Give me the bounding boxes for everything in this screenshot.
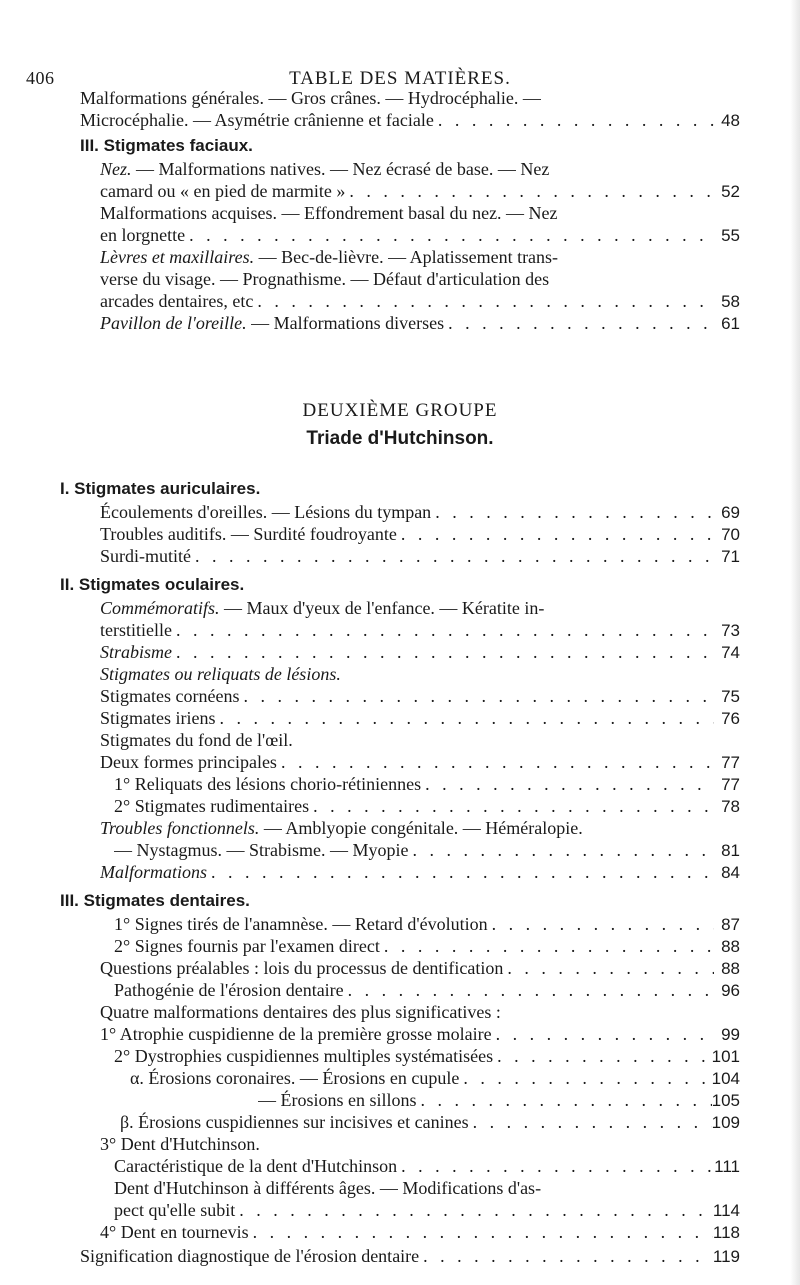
toc-entry: pect qu'elle subit . . . 114 <box>114 1199 740 1222</box>
toc-line: Malformations générales. — Gros crânes. — Hydrocéphalie. — <box>80 88 541 108</box>
toc-entry: Stigmates cornéens . . . 75 <box>100 685 740 708</box>
toc-line: Troubles fonctionnels. — Amblyopie congénitale. — Héméralopie. <box>100 818 583 838</box>
toc-entry: 4° Dent en tournevis . . . 118 <box>100 1221 740 1244</box>
toc-entry: Stigmates iriens . . . 76 <box>100 707 740 730</box>
toc-line: Nez. — Malformations natives. — Nez écrasé de base. — Nez <box>100 159 550 179</box>
toc-entry-text: Microcéphalie. — Asymétrie crânienne et faciale <box>80 110 434 130</box>
toc-line: Commémoratifs. — Maux d'yeux de l'enfance. — Kératite in- <box>100 598 545 618</box>
toc-entry: en lorgnette . . . 55 <box>100 224 740 247</box>
toc-entry: Strabisme . . . 74 <box>100 641 740 664</box>
toc-entry: 1° Reliquats des lésions chorio-rétiniennes . . . 77 <box>114 773 740 796</box>
toc-entry: Écoulements d'oreilles. — Lésions du tympan . . . 69 <box>100 501 740 524</box>
toc-entry: Caractéristique de la dent d'Hutchinson . . . 111 <box>114 1155 740 1178</box>
toc-entry: Deux formes principales . . . 77 <box>100 751 740 774</box>
toc-entry: Questions préalables : lois du processus de dentification . . . 88 <box>100 957 740 980</box>
group-title: DEUXIÈME GROUPE <box>302 400 498 421</box>
toc-line: Stigmates du fond de l'œil. <box>100 730 293 750</box>
toc-entry <box>80 109 740 132</box>
toc-entry: Surdi-mutité . . . 71 <box>100 545 740 568</box>
toc-page-number: 48 <box>721 111 740 130</box>
toc-line: 3° Dent d'Hutchinson. <box>100 1134 260 1154</box>
toc-line: Dent d'Hutchinson à différents âges. — Modifications d'as- <box>114 1178 542 1198</box>
toc-line: Quatre malformations dentaires des plus significatives : <box>100 1002 501 1022</box>
toc-entry: Malformations . . . 84 <box>100 861 740 884</box>
toc-entry: — Érosions en sillons . . . 105 <box>258 1089 740 1112</box>
toc-entry: 1° Atrophie cuspidienne de la première grosse molaire . . . 99 <box>100 1023 740 1046</box>
toc-line: verse du visage. — Prognathisme. — Défaut d'articulation des <box>100 269 550 289</box>
section-heading-auriculaires: I. Stigmates auriculaires. <box>60 479 261 498</box>
toc-entry: 2° Dystrophies cuspidiennes multiples systématisées . . . 101 <box>114 1045 740 1068</box>
toc-entry: α. Érosions coronaires. — Érosions en cupule . . . 104 <box>130 1067 740 1090</box>
toc-line: Lèvres et maxillaires. — Bec-de-lièvre. — Aplatissement trans- <box>100 247 559 267</box>
section-heading-oculaires: II. Stigmates oculaires. <box>60 575 245 594</box>
toc-entry: 2° Signes fournis par l'examen direct . . . 88 <box>114 935 740 958</box>
toc-entry: — Nystagmus. — Strabisme. — Myopie . . . 81 <box>114 839 740 862</box>
section-heading-dentaires: III. Stigmates dentaires. <box>60 891 250 910</box>
page-number: 406 <box>26 68 55 88</box>
section-heading-faciaux: III. Stigmates faciaux. <box>80 136 253 155</box>
toc-entry: camard ou « en pied de marmite » . . . 52 <box>100 180 740 203</box>
toc-entry: Pavillon de l'oreille. — Malformations diverses . . . 61 <box>100 312 740 335</box>
toc-line: Stigmates ou reliquats de lésions. <box>100 664 341 684</box>
toc-entry: β. Érosions cuspidiennes sur incisives et canines . . . 109 <box>120 1111 740 1134</box>
toc-entry: Pathogénie de l'érosion dentaire . . . 96 <box>114 979 740 1002</box>
toc-entry: Troubles auditifs. — Surdité foudroyante . . . 70 <box>100 523 740 546</box>
toc-entry: arcades dentaires, etc . . . 58 <box>100 290 740 313</box>
toc-line: Malformations acquises. — Effondrement basal du nez. — Nez <box>100 203 558 223</box>
page-edge-shadow <box>790 0 800 1285</box>
group-subtitle: Triade d'Hutchinson. <box>306 428 494 449</box>
running-title: TABLE DES MATIÈRES. <box>289 68 511 89</box>
toc-entry: Signification diagnostique de l'érosion dentaire . . . 119 <box>80 1245 740 1268</box>
toc-entry: 1° Signes tirés de l'anamnèse. — Retard d'évolution . . . 87 <box>114 913 740 936</box>
toc-entry: 2° Stigmates rudimentaires . . . 78 <box>114 795 740 818</box>
toc-entry: terstitielle . . . 73 <box>100 619 740 642</box>
